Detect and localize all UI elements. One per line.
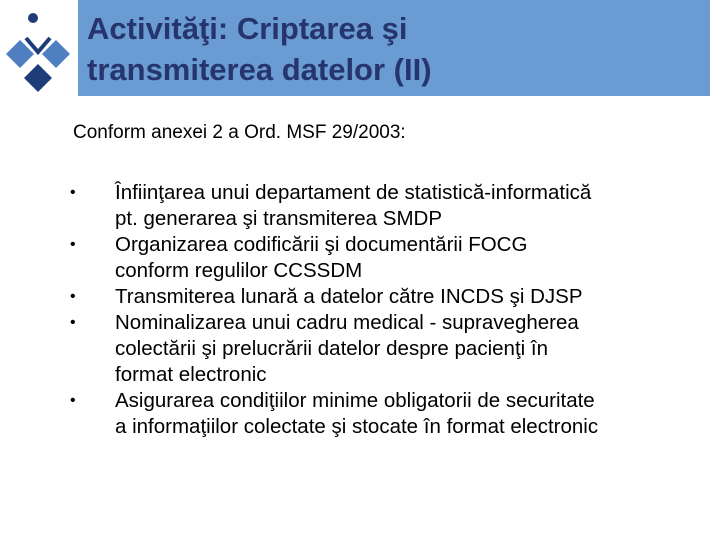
bullet-icon: •	[70, 288, 76, 305]
bullet-item	[70, 284, 710, 310]
bullet-text-line: colectării şi prelucrării datelor despre pacienţi în	[115, 337, 548, 360]
bullet-item	[70, 232, 710, 284]
bullet-text-line: Organizarea codificării şi documentării FOCG	[115, 233, 528, 256]
bullet-icon: •	[70, 184, 76, 201]
bullet-text-line: Nominalizarea unui cadru medical - supravegherea	[115, 311, 579, 334]
bullet-text-line: a informaţiilor colectate şi stocate în format electronic	[115, 415, 599, 438]
bullet-icon: •	[70, 314, 76, 331]
slide-title	[87, 8, 707, 90]
bullet-icon: •	[70, 392, 76, 409]
bullet-text-line: Asigurarea condiţiilor minime obligatorii de securitate	[115, 389, 595, 412]
bullet-text-line: format electronic	[115, 363, 267, 386]
bullet-item	[70, 388, 710, 440]
logo-dot	[28, 13, 38, 23]
slide-subtitle: Conform anexei 2 a Ord. MSF 29/2003:	[73, 122, 406, 143]
slide-title-line: transmiterea datelor (II)	[87, 52, 432, 87]
bullet-item	[70, 180, 710, 232]
bullet-icon: •	[70, 236, 76, 253]
bullet-text-line: Înfiinţarea unui departament de statistică-informatică	[115, 181, 592, 204]
bullet-text-line: pt. generarea şi transmiterea SMDP	[115, 207, 442, 230]
bullet-text-line: conform regulilor CCSSDM	[115, 259, 363, 282]
bullet-item	[70, 310, 710, 388]
bullet-list	[70, 180, 710, 440]
logo-diamond-bottom	[24, 64, 52, 92]
logo-icon	[2, 8, 74, 96]
slide-title-line: Activităţi: Criptarea şi	[87, 11, 408, 46]
bullet-text-line: Transmiterea lunară a datelor către INCDS şi DJSP	[115, 285, 583, 308]
